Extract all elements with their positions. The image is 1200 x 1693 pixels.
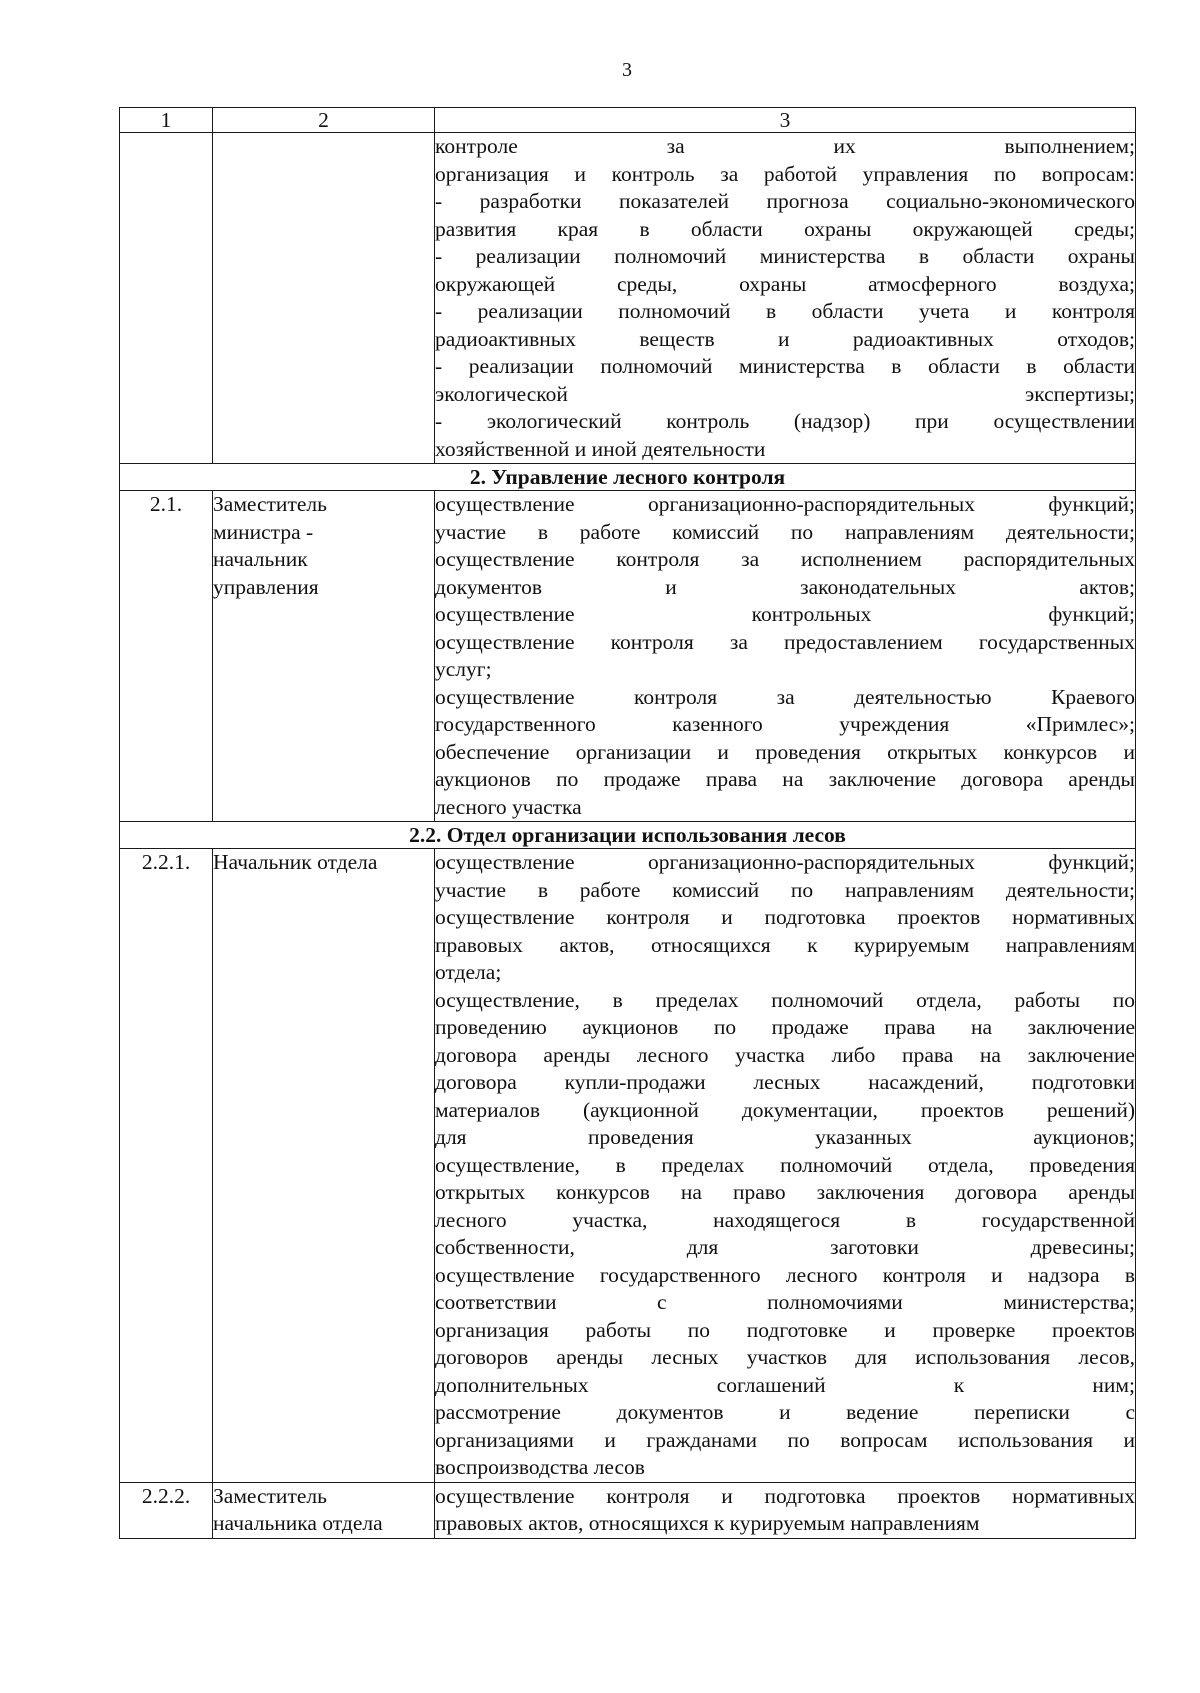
duty-text-line: окружающей среды, охраны атмосферного воздуха;: [435, 271, 1135, 296]
position-line: министра -: [213, 519, 314, 544]
table-row-continuation: [120, 133, 1136, 464]
duties-cell: [435, 133, 1136, 464]
duty-text-line: открытых конкурсов на право заключения договора аренды: [435, 1180, 1135, 1204]
duty-text-line: - реализации полномочий министерства в области в области: [435, 354, 1135, 378]
duty-text-line: контроле за их выполнением;: [435, 134, 1135, 158]
duty-text-line: осуществление контроля за деятельностью Краевого: [435, 684, 1135, 709]
duty-text-line: - реализации полномочий в области учета и контроля: [435, 299, 1135, 323]
duty-text-line: услуг;: [435, 657, 492, 681]
duty-text-line: осуществление контроля и подготовка проектов нормативных: [435, 905, 1135, 929]
duty-text-line: дополнительных соглашений к ним;: [435, 1372, 1135, 1397]
position-line: начальника отдела: [213, 1511, 383, 1535]
section-title: 2.2. Отдел организации использования лесов: [120, 822, 1136, 849]
column-header-2: 2: [213, 108, 435, 133]
duty-text-line: участие в работе комиссий по направлениям деятельности;: [435, 519, 1135, 544]
duty-text-line: - реализации полномочий министерства в области охраны: [435, 244, 1135, 268]
duty-text-line: радиоактивных веществ и радиоактивных отходов;: [435, 326, 1135, 351]
duty-text-line: отдела;: [435, 960, 502, 984]
position-line: начальник: [213, 547, 308, 571]
duty-text-line: рассмотрение документов и ведение переписки с: [435, 1400, 1135, 1424]
position-line: Заместитель: [213, 1483, 327, 1508]
duty-text-line: документов и законодательных актов;: [435, 574, 1135, 599]
duty-text-line: соответствии с полномочиями министерства;: [435, 1290, 1135, 1314]
duty-text-line: для проведения указанных аукционов;: [435, 1125, 1135, 1149]
position-title: [213, 491, 435, 822]
duty-text-line: правовых актов, относящихся к курируемым направлениям: [435, 932, 1135, 957]
position-title: [213, 1482, 435, 1538]
duty-text-line: организация и контроль за работой управления по вопросам:: [435, 161, 1135, 186]
duty-text-line: воспроизводства лесов: [435, 1455, 645, 1479]
duty-text-line: осуществление контроля и подготовка проектов нормативных: [435, 1483, 1135, 1508]
duty-text-line: правовых актов, относящихся к курируемым направлениям: [435, 1511, 980, 1535]
column-header-3: 3: [435, 108, 1136, 133]
duty-text-line: аукционов по продаже права на заключение договора аренды: [435, 767, 1135, 791]
duty-text-line: собственности, для заготовки древесины;: [435, 1235, 1135, 1259]
duty-text-line: проведению аукционов по продаже права на заключение: [435, 1015, 1135, 1039]
duty-text-line: материалов (аукционной документации, проектов решений): [435, 1097, 1135, 1122]
duty-text-line: экологической экспертизы;: [435, 381, 1135, 406]
duty-text-line: хозяйственной и иной деятельности: [435, 436, 766, 461]
position-line: управления: [213, 574, 319, 599]
position-title: [213, 849, 435, 1483]
duty-text-line: лесного участка: [435, 794, 582, 819]
position-line: Заместитель: [213, 492, 327, 516]
table-row-2-2-1: [120, 849, 1136, 1483]
column-header-1: 1: [120, 108, 213, 133]
duty-text-line: осуществление, в пределах полномочий отдела, проведения: [435, 1152, 1135, 1177]
position-line: Начальник отдела: [213, 850, 378, 874]
duty-text-line: осуществление контроля за предоставлением государственных: [435, 629, 1135, 654]
duty-text-line: - экологический контроль (надзор) при осуществлении: [435, 409, 1135, 433]
duties-cell: [435, 1482, 1136, 1538]
page-number: 3: [622, 59, 632, 81]
duty-text-line: договоров аренды лесных участков для использования лесов,: [435, 1345, 1135, 1369]
duty-text-line: организациями и гражданами по вопросам использования и: [435, 1427, 1135, 1452]
duty-text-line: развития края в области охраны окружающей среды;: [435, 216, 1135, 241]
duty-text-line: договора купли-продажи лесных насаждений, подготовки: [435, 1070, 1135, 1094]
duty-text-line: осуществление организационно-распорядительных функций;: [435, 492, 1135, 516]
duties-cell: [435, 491, 1136, 822]
position-cell: [213, 133, 435, 464]
row-number: 2.2.1.: [120, 849, 213, 1483]
duty-text-line: участие в работе комиссий по направлениям деятельности;: [435, 877, 1135, 902]
row-number-cell: [120, 133, 213, 464]
duty-text-line: осуществление контрольных функций;: [435, 602, 1135, 626]
responsibilities-table: [119, 107, 1136, 1539]
duty-text-line: осуществление государственного лесного контроля и надзора в: [435, 1262, 1135, 1287]
section-heading-row: [120, 464, 1136, 491]
row-number: 2.1.: [120, 491, 213, 822]
duty-text-line: осуществление организационно-распорядительных функций;: [435, 850, 1135, 874]
section-title: 2. Управление лесного контроля: [120, 464, 1136, 491]
duty-text-line: - разработки показателей прогноза социально-экономического: [435, 189, 1135, 213]
table-row-2-2-2: [120, 1482, 1136, 1538]
duties-cell: [435, 849, 1136, 1483]
table-header-row: [120, 108, 1136, 133]
table-row-2-1: [120, 491, 1136, 822]
duty-text-line: организация работы по подготовке и проверке проектов: [435, 1317, 1135, 1342]
duty-text-line: осуществление, в пределах полномочий отдела, работы по: [435, 987, 1135, 1012]
duty-text-line: договора аренды лесного участка либо права на заключение: [435, 1042, 1135, 1067]
duty-text-line: осуществление контроля за исполнением распорядительных: [435, 547, 1135, 571]
row-number: 2.2.2.: [120, 1482, 213, 1538]
duty-text-line: государственного казенного учреждения «Примлес»;: [435, 712, 1135, 736]
section-heading-row: [120, 822, 1136, 849]
duty-text-line: лесного участка, находящегося в государственной: [435, 1207, 1135, 1232]
duty-text-line: обеспечение организации и проведения открытых конкурсов и: [435, 739, 1135, 764]
